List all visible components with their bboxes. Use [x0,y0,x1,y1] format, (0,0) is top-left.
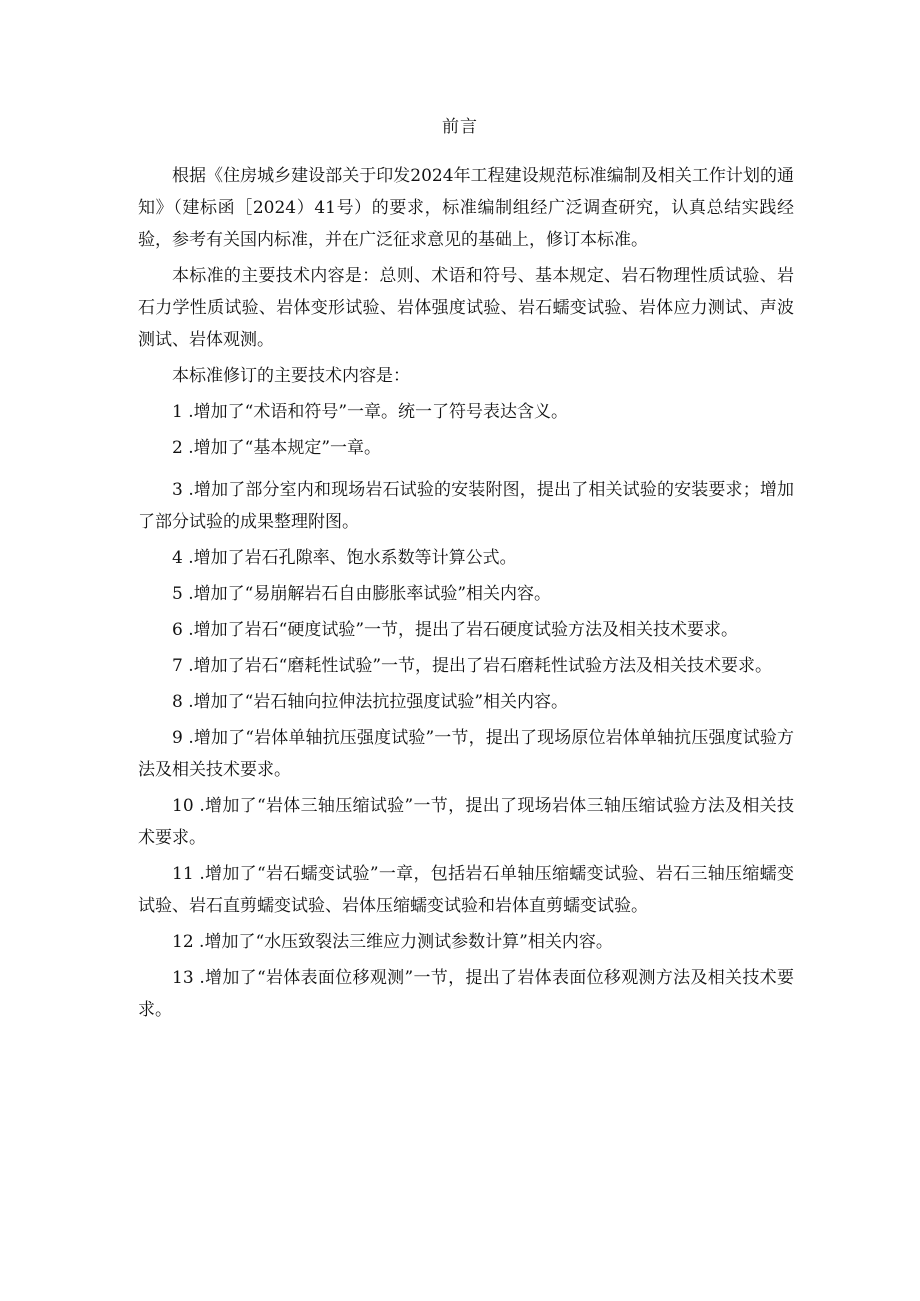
paragraph-revision-intro: 本标准修订的主要技术内容是： [172,366,410,386]
list-item: 11 .增加了“岩石蠕变试验”一章，包括岩石单轴压缩蠕变试验、岩石三轴压缩蠕变试验、岩石直剪蠕变试验、岩体压缩蠕变试验和岩体直剪蠕变试验。 [138,864,794,916]
list-item: 7 .增加了岩石“磨耗性试验”一节，提出了岩石磨耗性试验方法及相关技术要求。 [172,656,773,676]
list-item: 3 .增加了部分室内和现场岩石试验的安装附图，提出了相关试验的安装要求；增加了部分试验的成果整理附图。 [138,480,794,532]
list-item: 4 .增加了岩石孔隙率、饱水系数等计算公式。 [172,548,517,568]
document-body [138,160,794,1030]
paragraph-main-content: 本标准的主要技术内容是：总则、术语和符号、基本规定、岩石物理性质试验、岩石力学性质试验、岩体变形试验、岩体强度试验、岩石蠕变试验、岩体应力测试、声波测试、岩体观测。 [138,266,794,350]
list-item: 9 .增加了“岩体单轴抗压强度试验”一节，提出了现场原位岩体单轴抗压强度试验方法及相关技术要求。 [138,728,794,780]
list-item: 6 .增加了岩石“硬度试验”一节，提出了岩石硬度试验方法及相关技术要求。 [172,620,739,640]
list-item: 13 .增加了“岩体表面位移观测”一节，提出了岩体表面位移观测方法及相关技术要求。 [138,968,794,1020]
list-item: 2 .增加了“基本规定”一章。 [172,438,382,458]
list-item: 1 .增加了“术语和符号”一章。统一了符号表达含义。 [172,402,569,422]
list-item: 12 .增加了“水压致裂法三维应力测试参数计算”相关内容。 [172,932,613,952]
list-item: 8 .增加了“岩石轴向拉伸法抗拉强度试验”相关内容。 [172,692,569,712]
list-item: 5 .增加了“易崩解岩石自由膨胀率试验”相关内容。 [172,584,552,604]
page-title: 前言 [442,117,478,137]
list-item: 10 .增加了“岩体三轴压缩试验”一节，提出了现场岩体三轴压缩试验方法及相关技术要求。 [138,796,794,848]
paragraph-basis: 根据《住房城乡建设部关于印发2024年工程建设规范标准编制及相关工作计划的通知》（建标函［2024）41号）的要求，标准编制组经广泛调查研究，认真总结实践经验，参考有关国内标准，并在广泛征求意见的基础上，修订本标准。 [138,166,794,250]
